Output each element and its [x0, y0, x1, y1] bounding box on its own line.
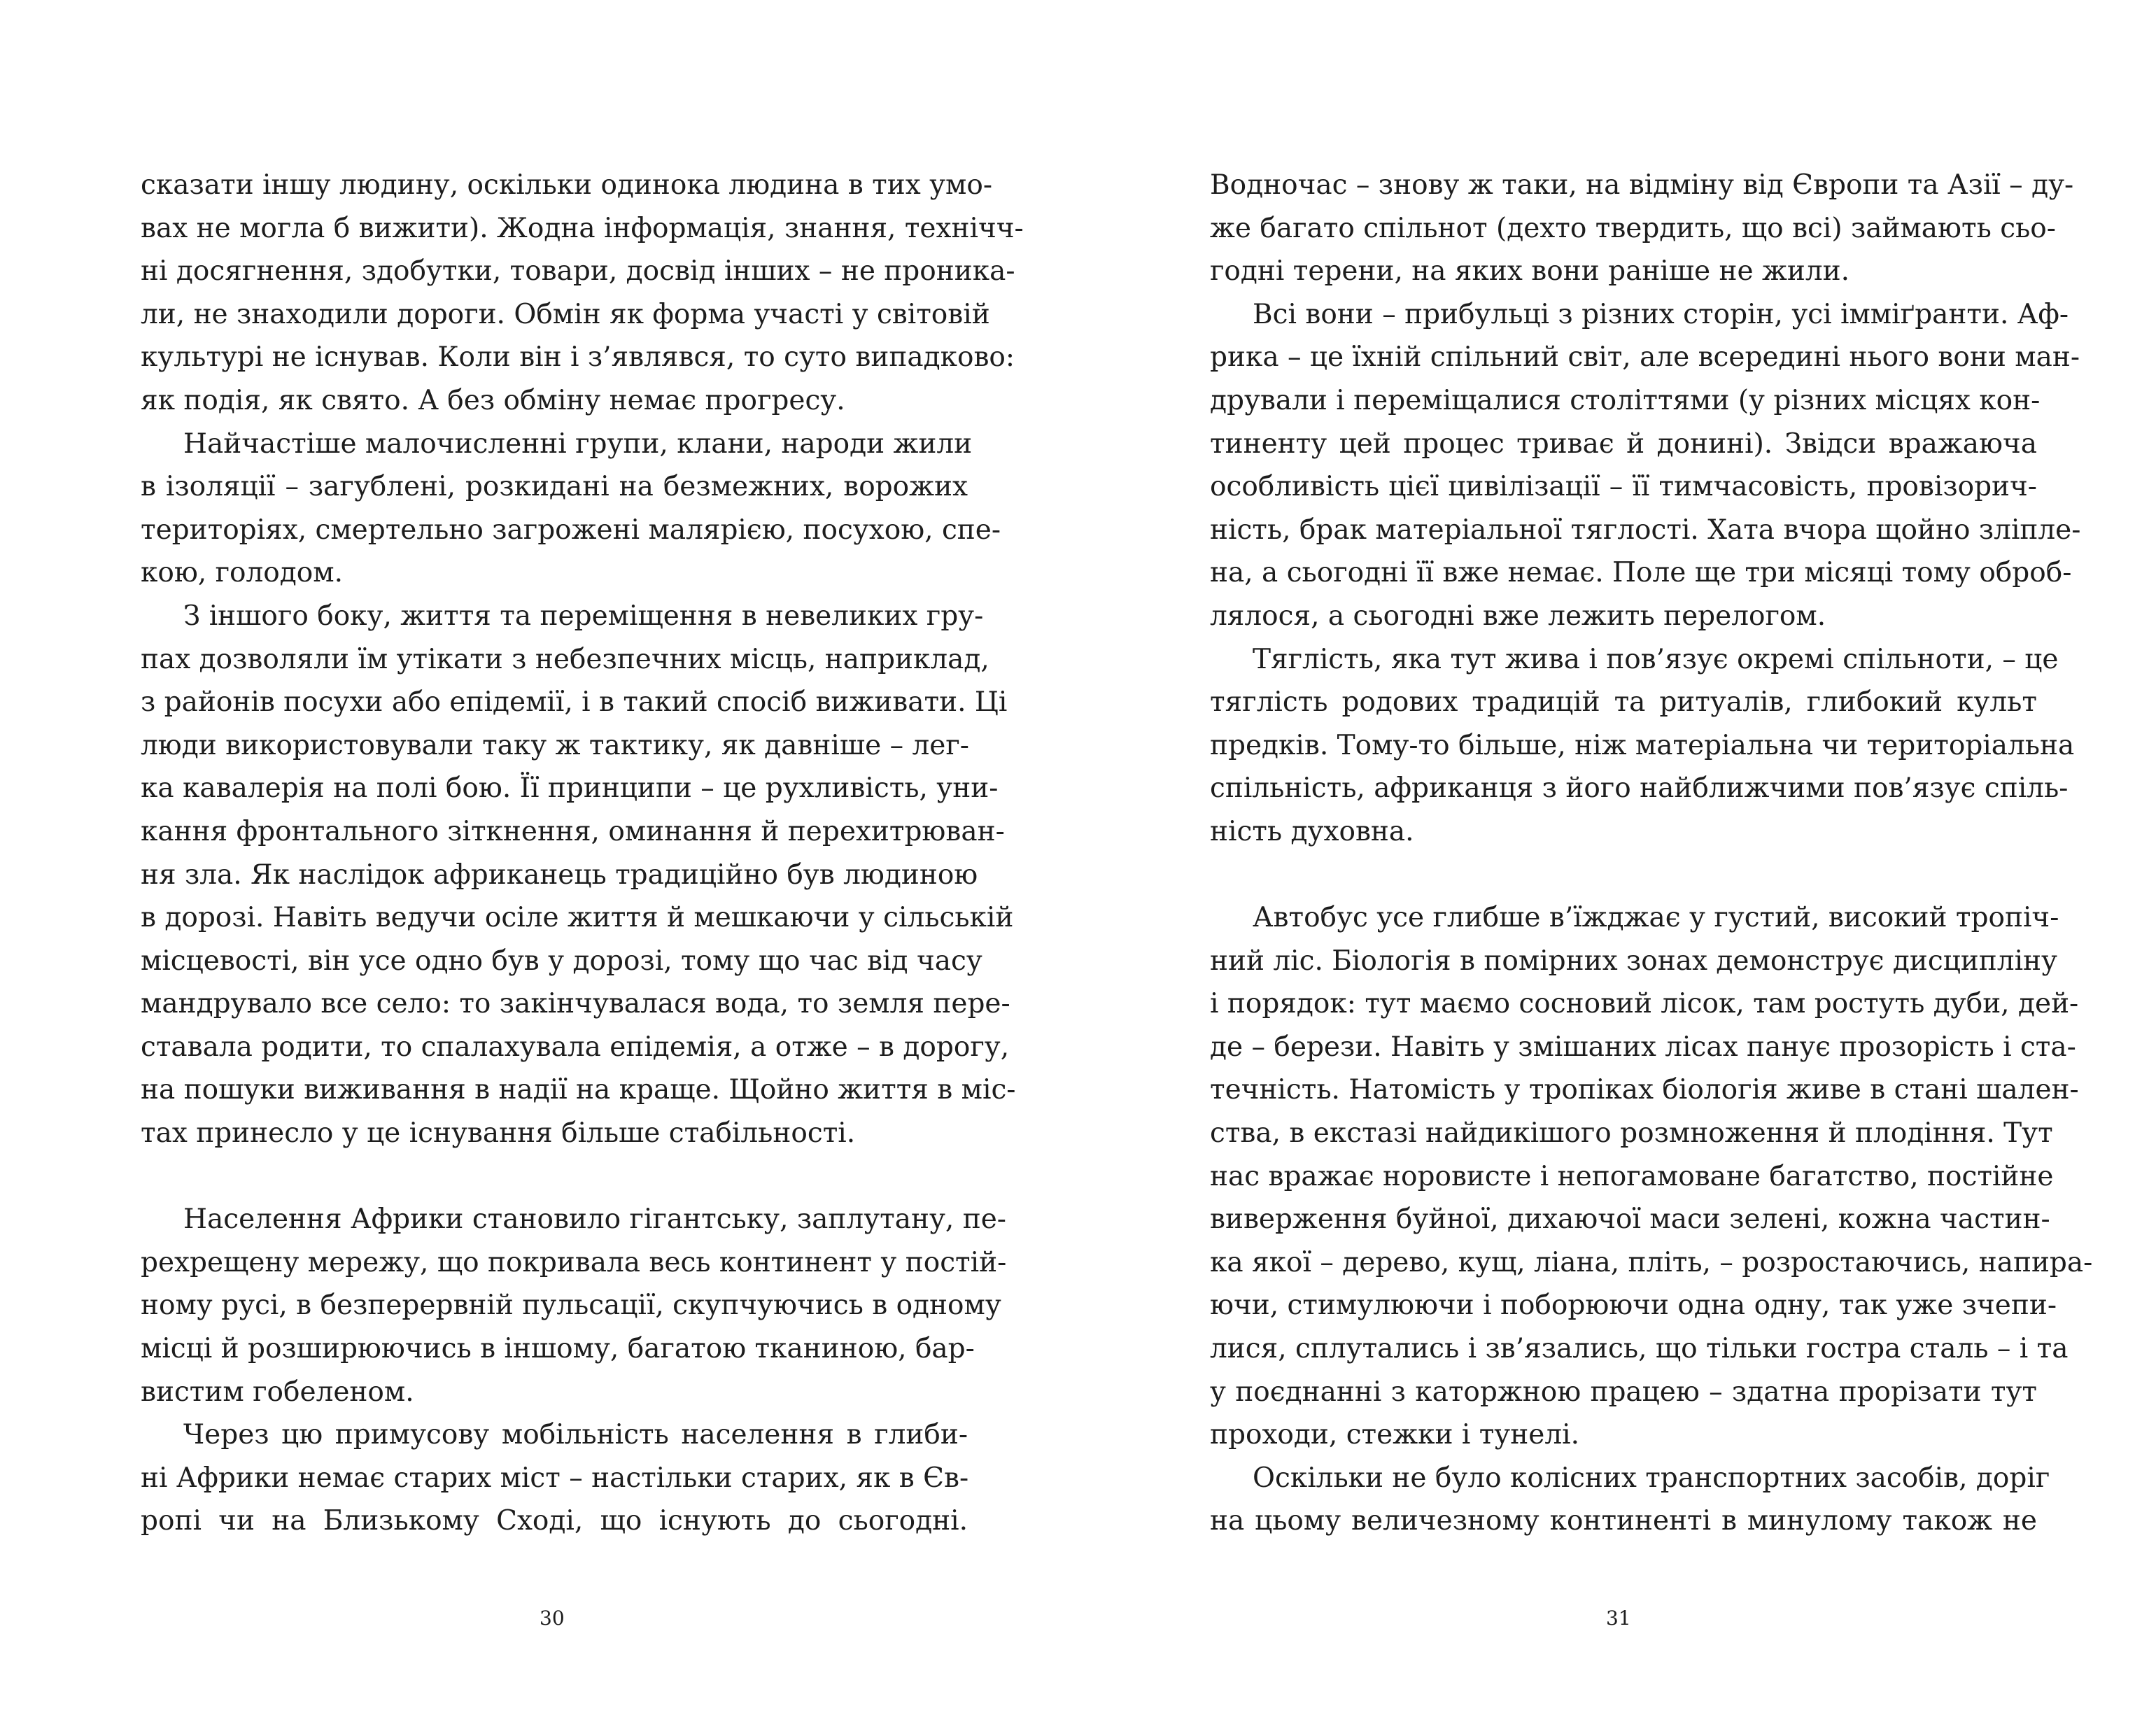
text-line: в ізоляції – загублені, розкидані на безмежних, ворожих	[141, 471, 968, 503]
text-line: рехрещену мережу, що покривала весь континент у постій-	[141, 1246, 1007, 1278]
text-line: ність, брак матеріальної тяглості. Хата вчора щойно зліпле-	[1210, 514, 2081, 546]
text-line: ючи, стимулюючи і поборюючи одна одну, так уже зчепи-	[1210, 1290, 2057, 1322]
text-line: люди використовували таку ж тактику, як давніше – лег-	[141, 729, 969, 761]
text-line: де – берези. Навіть у змішаних лісах панує прозорість і ста-	[1210, 1031, 2076, 1063]
text-line: місці й розширюючись в іншому, багатою тканиною, бар-	[141, 1333, 975, 1365]
text-line: лялося, а сьогодні вже лежить перелогом.	[1210, 600, 1826, 632]
text-line: тяглість родових традицій та ритуалів, глибокий культ	[1210, 686, 2037, 719]
left-page-text	[141, 164, 1024, 1543]
text-line: вах не могла б вижити). Жодна інформація, знання, технічч-	[141, 212, 1024, 244]
text-line: кання фронтального зіткнення, оминання й перехитрюван-	[141, 815, 1005, 847]
text-line: територіях, смертельно загрожені малярією, посухою, спе-	[141, 514, 1001, 546]
text-line: мандрувало все село: то закінчувалася вода, то земля пере-	[141, 988, 1010, 1020]
text-line: з районів посухи або епідемії, і в такий спосіб виживати. Ці	[141, 686, 1008, 719]
text-line: на цьому величезному континенті в минулому також не	[1210, 1505, 2037, 1537]
text-line: на, а сьогодні її вже немає. Поле ще три місяці тому оброб-	[1210, 557, 2072, 589]
text-line: спільність, африканця з його найближчими пов’язує спіль-	[1210, 772, 2069, 805]
text-line: культурі не існував. Коли він і з’являвся, то суто випадково:	[141, 341, 1015, 374]
text-line: в дорозі. Навіть ведучи осіле життя й мешкаючи у сільській	[141, 902, 1014, 934]
text-line: проходи, стежки і тунелі.	[1210, 1419, 1579, 1451]
text-line: дрували і переміщалися століттями (у різних місцях кон-	[1210, 384, 2041, 416]
text-line: сказати іншу людину, оскільки одинока людина в тих умо-	[141, 169, 993, 201]
text-line: же багато спільнот (дехто твердить, що всі) займають сьо-	[1210, 212, 2056, 244]
page-number: 31	[1606, 1607, 1631, 1630]
text-line: рика – це їхній спільний світ, але всередині нього вони ман-	[1210, 341, 2080, 374]
text-line: Автобус усе глибше в’їжджає у густий, високий тропіч-	[1253, 902, 2059, 934]
text-line: вистим гобеленом.	[141, 1376, 414, 1408]
text-line: З іншого боку, життя та переміщення в невеликих гру-	[183, 600, 984, 632]
text-line: предків. Тому-то більше, ніж матеріальна чи територіальна	[1210, 729, 2075, 761]
text-line: ність духовна.	[1210, 815, 1414, 847]
text-line: Оскільки не було колісних транспортних засобів, доріг	[1253, 1462, 2050, 1494]
text-line: тах принесло у це існування більше стабільності.	[141, 1117, 856, 1150]
left-page	[0, 0, 1074, 1736]
paragraph-gap	[141, 1155, 968, 1199]
text-line: ропі чи на Близькому Сході, що існують до сьогодні.	[141, 1505, 968, 1537]
text-line: ставала родити, то спалахувала епідемія, а отже – в дорогу,	[141, 1031, 1010, 1063]
right-page-text	[1210, 164, 2093, 1543]
page-number: 30	[540, 1607, 565, 1630]
text-line: Тяглість, яка тут жива і пов’язує окремі спільноти, – це	[1253, 643, 2059, 675]
text-line: тиненту цей процес триває й донині). Звідси вражаюча	[1210, 428, 2037, 460]
text-line: кою, голодом.	[141, 557, 343, 589]
right-page	[1074, 0, 2149, 1736]
text-line: як подія, як свято. А без обміну немає прогресу.	[141, 384, 845, 416]
text-line: ства, в екстазі найдикішого розмноження й плодіння. Тут	[1210, 1117, 2053, 1150]
text-line: пах дозволяли їм утікати з небезпечних місць, наприклад,	[141, 643, 989, 675]
text-line: годні терени, на яких вони раніше не жили.	[1210, 255, 1850, 288]
text-line: нас вражає норовисте і непогамоване багатство, постійне	[1210, 1160, 2054, 1192]
text-line: місцевості, він усе одно був у дорозі, тому що час від часу	[141, 945, 982, 977]
text-line: ка якої – дерево, кущ, ліана, пліть, – розростаючись, напира-	[1210, 1246, 2093, 1278]
text-line: ня зла. Як наслідок африканець традиційно був людиною	[141, 859, 978, 891]
text-line: ні досягнення, здобутки, товари, досвід інших – не проника-	[141, 255, 1015, 288]
text-line: ному русі, в безперервній пульсації, скупчуючись в одному	[141, 1290, 1001, 1322]
text-line: течність. Натомість у тропіках біологія живе в стані шален-	[1210, 1074, 2079, 1106]
text-line: ка кавалерія на полі бою. Її принципи – це рухливість, уни-	[141, 772, 999, 805]
text-line: лися, сплутались і зв’язались, що тільки гостра сталь – і та	[1210, 1333, 2069, 1365]
text-line: Населення Африки становило гігантську, заплутану, пе-	[183, 1204, 1006, 1236]
text-line: Найчастіше малочисленні групи, клани, народи жили	[183, 428, 973, 460]
text-line: ні Африки немає старих міст – настільки старих, як в Єв-	[141, 1462, 969, 1494]
text-line: особливість цієї цивілізації – її тимчасовість, провізорич-	[1210, 471, 2037, 503]
text-line: і порядок: тут маємо сосновий лісок, там ростуть дуби, дей-	[1210, 988, 2079, 1020]
text-line: виверження буйної, дихаючої маси зелені, кожна частин-	[1210, 1204, 2050, 1236]
text-line: у поєднанні з каторжною працею – здатна прорізати тут	[1210, 1376, 2037, 1408]
text-line: ли, не знаходили дороги. Обмін як форма участі у світовій	[141, 298, 990, 330]
text-line: на пошуки виживання в надії на краще. Щойно життя в міс-	[141, 1074, 1016, 1106]
paragraph-gap	[1210, 854, 2037, 897]
text-line: Водночас – знову ж таки, на відміну від Європи та Азії – ду-	[1210, 169, 2074, 201]
text-line: Всі вони – прибульці з різних сторін, усі імміґранти. Аф-	[1253, 298, 2069, 330]
text-line: Через цю примусову мобільність населення в глиби-	[183, 1419, 968, 1451]
text-line: ний ліс. Біологія в помірних зонах демонструє дисципліну	[1210, 945, 2057, 977]
